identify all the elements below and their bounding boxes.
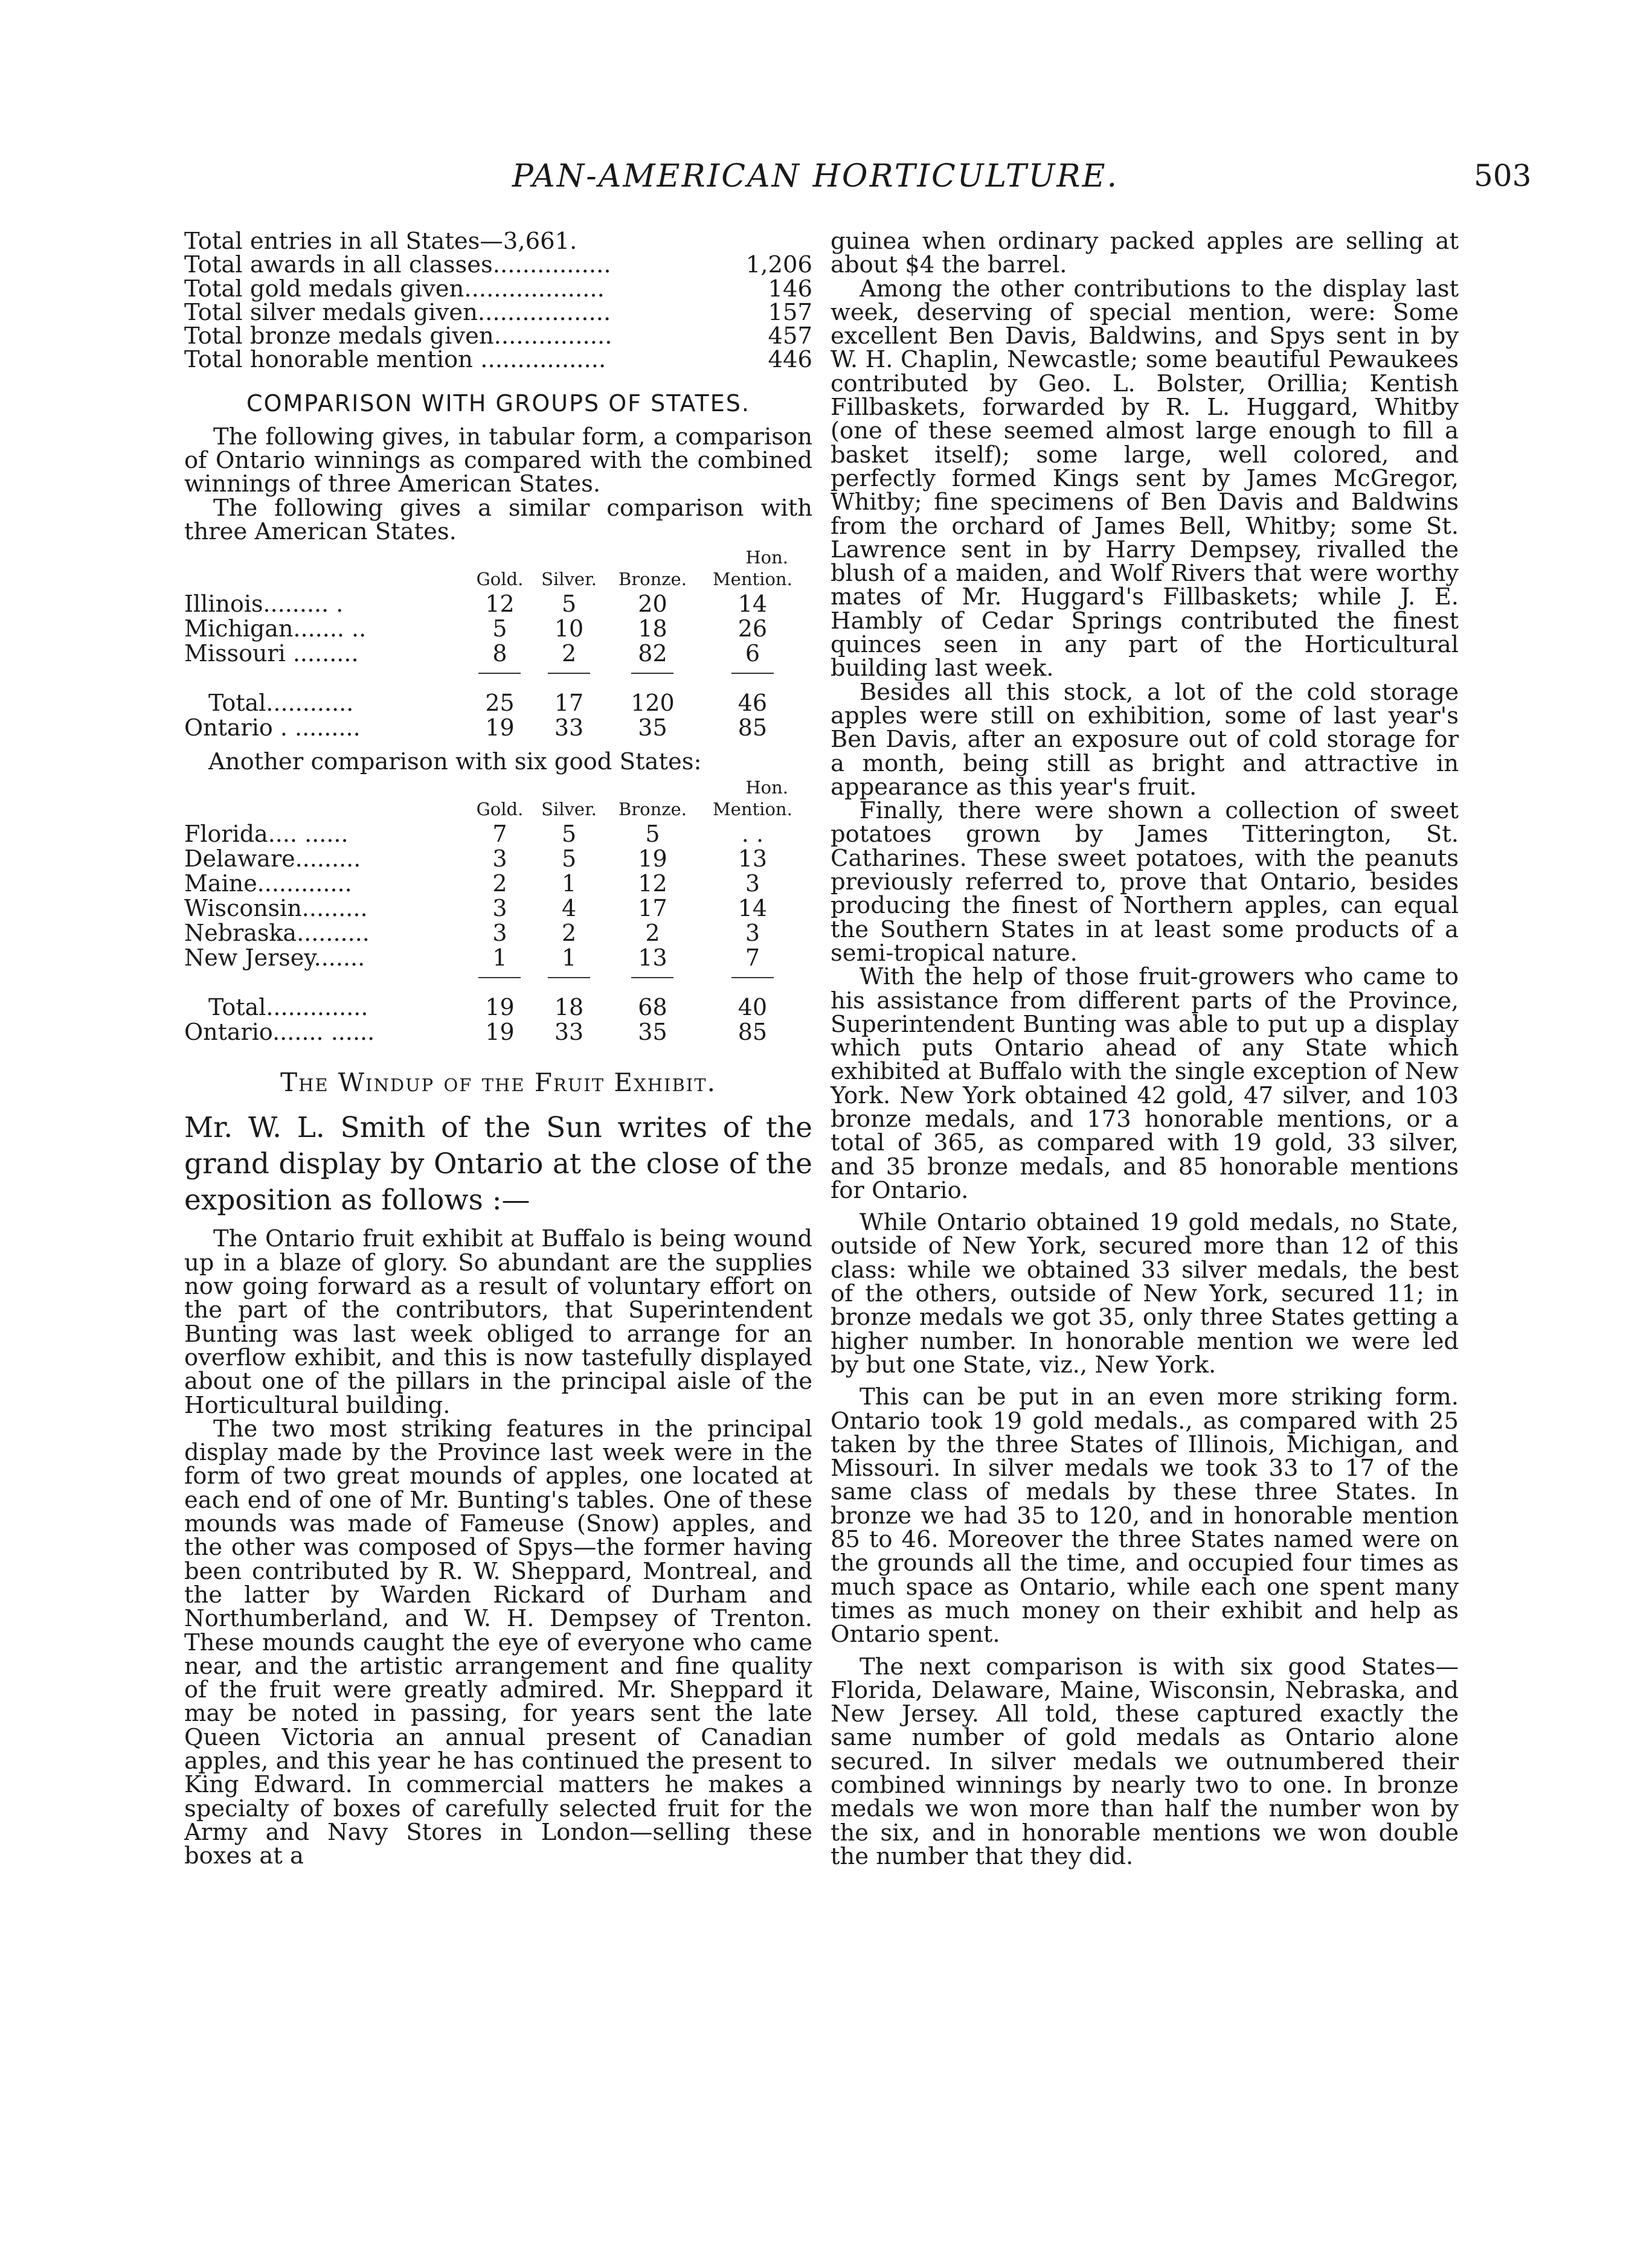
column-header: Mention.	[712, 798, 792, 819]
paragraph: Besides all this stock, a lot of the cold storage apples were still on exhibition, some of last year's Ben Davis, after an exposure out of cold storage for a month, being still as bright and attractive in appearance as this year's fruit.	[831, 678, 1459, 801]
totals-row: Total awards in all classes................ 1,206	[184, 251, 812, 279]
table-rule	[184, 970, 806, 995]
table-row: Nebraska.......... 3 2 2 3	[184, 919, 760, 946]
right-column	[831, 229, 1459, 1868]
lead-paragraph: Mr. W. L. Smith of the Sun writes of the grand display by Ontario at the close of the exposition as follows :—	[184, 1111, 812, 1217]
paragraph: With the help of those fruit-growers who came to his assistance from different parts of the Province, Superintendent Bunting was able to put up a display which puts Ontario ahead of any State which exhibited at Buffalo with the single exception of New York. New York obtained 42 gold, 47 silver, and 103 bronze medals, and 173 honorable mentions, or a total of 365, as compared with 19 gold, 33 silver, and 35 bronze medals, and 85 honorable mentions for Ontario.	[831, 963, 1459, 1204]
table-row: Wisconsin......... 3 4 17 14	[184, 894, 768, 921]
totals-row: Total gold medals given................... 146	[184, 275, 812, 303]
comparison-table-three-states	[184, 568, 806, 740]
table-row: Florida.... ...... 7 5 5 . .	[184, 820, 764, 847]
paragraph: This can be put in an even more striking form. Ontario took 19 gold medals., as compared with 25 taken by the three States of Illinois, Michigan, and Missouri. In silver medals we took 33 to 17 of the same class of medals by these three States. In bronze we had 35 to 120, and in honorable mention 85 to 46. Moreover the three States named were on the grounds all the time, and occupied four times as much space as Ontario, while each one spent many times as much money on their exhibit and help as Ontario spent.	[831, 1383, 1459, 1648]
column-header: Bronze.	[618, 798, 687, 819]
paragraph: The two most striking features in the principal display made by the Province last week were in the form of two great mounds of apples, one located at each end of one of Mr. Bunting's tables. One of these mounds was made of Fameuse (Snow) apples, and the other was composed of Spys—the former having been contributed by R. W. Sheppard, Montreal, and the latter by Warden Rickard of Durham and Northumberland, and W. H. Dempsey of Trenton. These mounds caught the eye of everyone who came near, and the artistic arrangement and fine quality of the fruit were greatly admired. Mr. Sheppard it may be noted in passing, for years sent the late Queen Victoria an annual present of Canadian apples, and this year he has continued the present to King Edward. In commercial matters he makes a specialty of boxes of carefully selected fruit for the Army and Navy Stores in London—selling these boxes at a	[184, 1415, 812, 1870]
table-rule	[184, 666, 806, 691]
totals-row: Total bronze medals given................ 457	[184, 322, 812, 350]
paragraph: guinea when ordinary packed apples are selling at about $4 the barrel.	[831, 228, 1459, 279]
totals-row: Total entries in all States—3,661.	[184, 228, 577, 255]
totals-row: Total silver medals given.................. 157	[184, 298, 812, 326]
paragraph: The following gives a similar comparison with three American States.	[184, 494, 812, 545]
running-title: PAN-AMERICAN HORTICULTURE.	[512, 158, 1119, 194]
table-row: Michigan....... .. 5 10 18 26	[184, 615, 768, 642]
comparison-table-six-states	[184, 798, 806, 1044]
table-total-row: Total.............. 19 18 68 40	[208, 993, 768, 1020]
paragraph: While Ontario obtained 19 gold medals, no State, outside of New York, secured more than 12 of this class: while we obtained 33 silver medals, the best of the others, outside of New York, secured 11; in bronze medals we got 35, only three States getting a higher number. In honorable mention we were led by but one State, viz., New York.	[831, 1209, 1459, 1379]
page-number: 503	[1474, 158, 1532, 193]
table-row: Illinois......... . 12 5 20 14	[184, 591, 768, 618]
paragraph: The following gives, in tabular form, a comparison of Ontario winnings as compared with the combined winnings of three American States.	[184, 423, 812, 498]
table-ontario-row: Ontario....... ...... 19 33 35 85	[184, 1018, 768, 1045]
totals-list	[184, 229, 812, 372]
table-row: Delaware......... 3 5 19 13	[184, 845, 768, 872]
running-header	[0, 158, 1626, 200]
paragraph: Another comparison with six good States:	[208, 748, 702, 775]
table-total-row: Total............ 25 17 120 46	[208, 690, 768, 717]
table-row: Missouri ......... 8 2 82 6	[184, 640, 760, 667]
totals-row: Total honorable mention ................. 446	[184, 346, 812, 374]
table-header-row	[184, 798, 806, 821]
table-header-row	[184, 568, 806, 591]
paragraph: Finally, there were shown a collection of sweet potatoes grown by James Titterington, St. Catharines. These sweet potatoes, with the peanuts previously referred to, prove that Ontario, besides producing the finest of Northern apples, can equal the Southern States in at least some products of a semi-tropical nature.	[831, 797, 1459, 967]
table-ontario-row: Ontario . ......... 19 33 35 85	[184, 714, 768, 742]
table-header-hon: Hon.	[745, 777, 788, 798]
column-header: Silver.	[541, 569, 597, 590]
column-header: Silver.	[541, 798, 597, 819]
section-heading-comparison: COMPARISON WITH GROUPS OF STATES.	[246, 389, 750, 417]
left-column	[184, 229, 812, 1868]
column-header: Gold.	[476, 569, 524, 590]
paragraph: Among the other contributions to the display last week, deserving of special mention, were: Some excellent Ben Davis, Baldwins, and Spys sent in by W. H. Chaplin, Newcastle; some beautiful Pewaukees contributed by Geo. L. Bolster, Orillia; Kentish Fillbaskets, forwarded by R. L. Huggard, Whitby (one of these seemed almost large enough to fill a basket itself); some large, well colored, and perfectly formed Kings sent by James McGregor, Whitby; fine specimens of Ben Davis and Baldwins from the orchard of James Bell, Whitby; some St. Lawrence sent in by Harry Dempsey, rivalled the blush of a maiden, and Wolf Rivers that were worthy mates of Mr. Huggard's Fillbaskets; while J. E. Hambly of Cedar Springs contributed the finest quinces seen in any part of the Horticultural building last week.	[831, 275, 1459, 682]
table-row: New Jersey....... 1 1 13 7	[184, 944, 760, 971]
paragraph: The Ontario fruit exhibit at Buffalo is being wound up in a blaze of glory. So abundant are the supplies now going forward as a result of voluntary effort on the part of the contributors, that Superintendent Bunting was last week obliged to arrange for an overflow exhibit, and this is now tastefully displayed about one of the pillars in the principal aisle of the Horticultural building.	[184, 1225, 812, 1419]
table-row: Maine............. 2 1 12 3	[184, 870, 760, 897]
paragraph: The next comparison is with six good States—Florida, Delaware, Maine, Wisconsin, Nebraska, and New Jersey. All told, these captured exactly the same number of gold medals as Ontario alone secured. In silver medals we outnumbered their combined winnings by nearly two to one. In bronze medals we won more than half the number won by the six, and in honorable mentions we won double the number that they did.	[831, 1653, 1459, 1870]
section-heading-windup: The Windup of the Fruit Exhibit.	[280, 1068, 716, 1098]
column-header: Mention.	[712, 569, 792, 590]
column-header: Gold.	[476, 798, 524, 819]
column-header: Bronze.	[618, 569, 687, 590]
table-header-hon: Hon.	[745, 547, 788, 568]
